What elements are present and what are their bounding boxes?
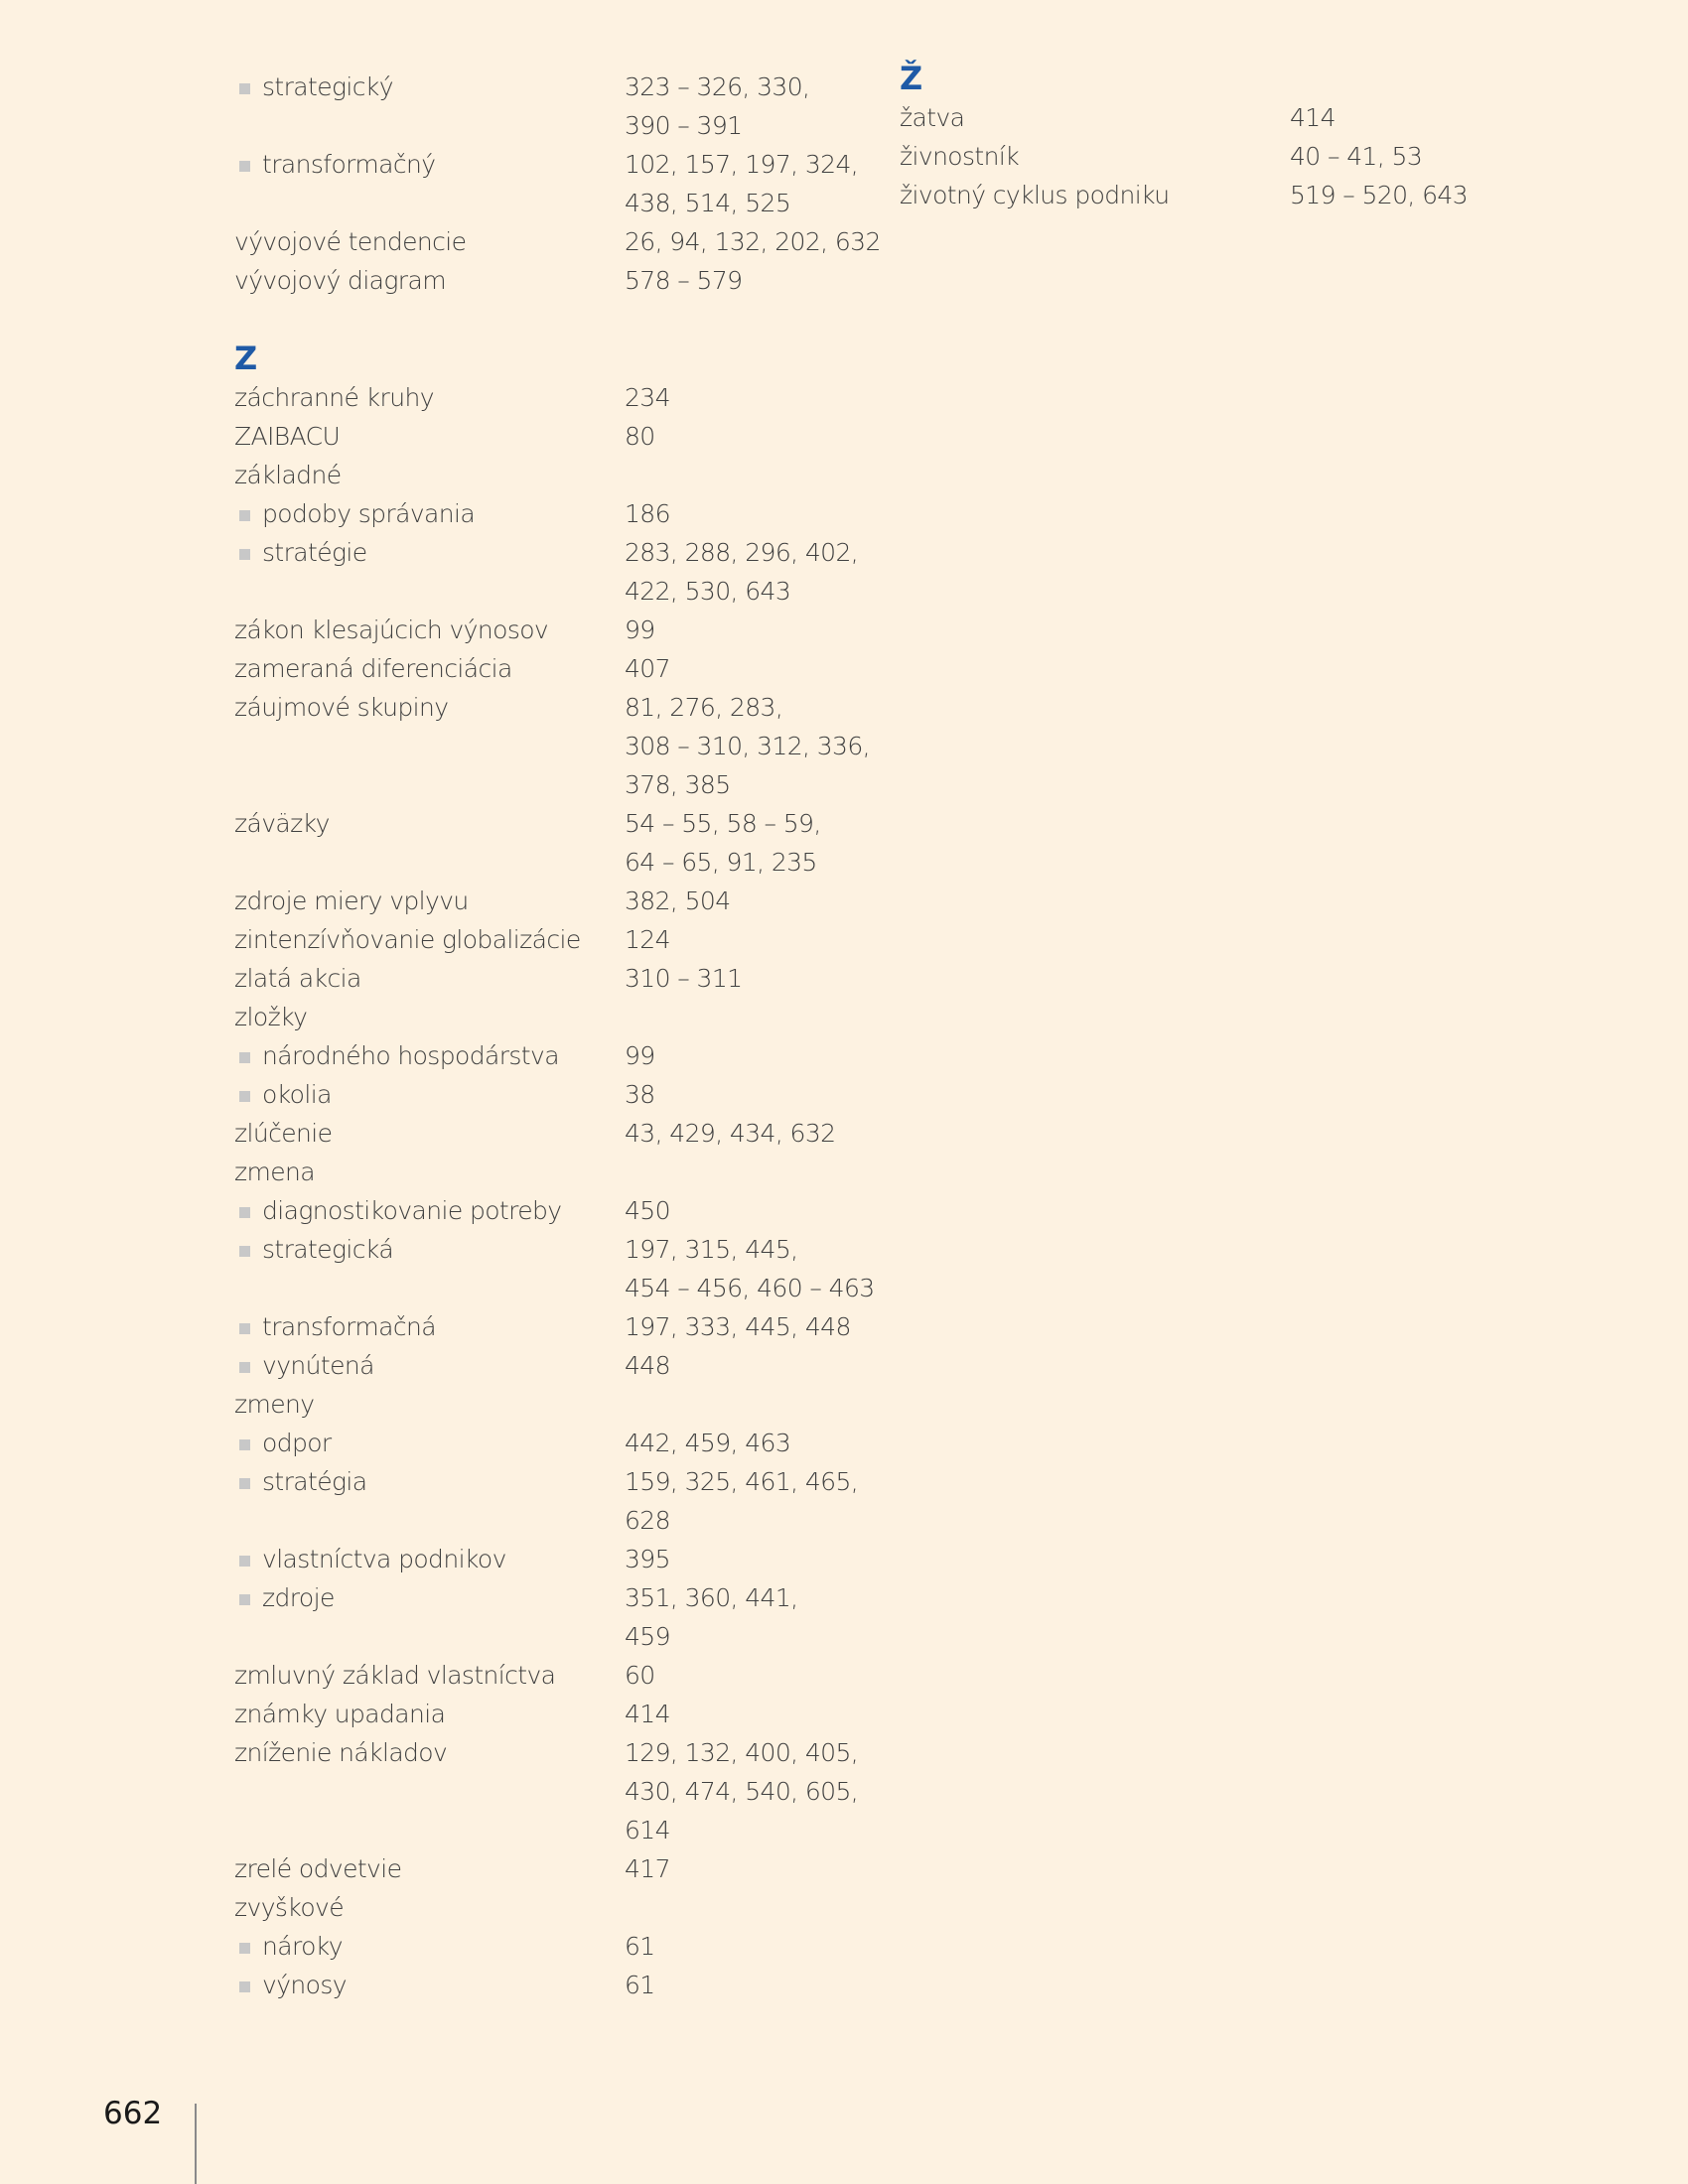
index-term-text: transformačný — [262, 150, 436, 179]
index-subentry — [234, 1191, 890, 1230]
index-term — [234, 1540, 625, 1578]
index-page-refs — [625, 378, 883, 417]
letter-heading-zh: Ž — [900, 60, 923, 97]
index-page-refs — [625, 1307, 883, 1346]
page-ref-line: 448 — [625, 1351, 670, 1380]
page-ref-line: 64 – 65, 91, 235 — [625, 848, 817, 877]
index-term-text: živnostník — [900, 142, 1020, 171]
page-ref-line: 382, 504 — [625, 887, 731, 915]
index-term-text: žatva — [900, 103, 965, 132]
index-term-text: transformačná — [262, 1312, 436, 1341]
index-page-refs — [625, 1346, 883, 1385]
index-subentry — [234, 494, 890, 533]
index-page-refs — [625, 1462, 883, 1540]
index-page-refs — [625, 494, 883, 533]
page-number: 662 — [103, 2096, 163, 2131]
square-bullet-icon — [239, 1594, 250, 1605]
index-term — [234, 1191, 625, 1230]
index-term-text: zlúčenie — [234, 1119, 333, 1148]
index-term-text: záujmové skupiny — [234, 693, 449, 722]
page-ref-line: 54 – 55, 58 – 59, — [625, 809, 821, 838]
square-bullet-icon — [239, 1478, 250, 1489]
index-subentry — [234, 68, 890, 145]
page-ref-line: 283, 288, 296, 402, — [625, 538, 859, 567]
page-ref-line: 450 — [625, 1196, 670, 1225]
index-page-refs — [625, 611, 883, 649]
index-term — [234, 68, 625, 106]
index-entry — [234, 998, 890, 1036]
index-entries-v-continued — [234, 68, 890, 300]
square-bullet-icon — [239, 1943, 250, 1954]
index-term-text: zintenzívňovanie globalizácie — [234, 925, 581, 954]
page-ref-line: 197, 315, 445, — [625, 1235, 798, 1264]
index-entry — [234, 920, 890, 959]
index-term — [234, 998, 625, 1036]
index-subentry — [234, 1424, 890, 1462]
page-ref-line: 197, 333, 445, 448 — [625, 1312, 851, 1341]
index-entries-z — [234, 378, 890, 2004]
index-page-refs — [625, 1540, 883, 1578]
index-term-text: stratégie — [262, 538, 367, 567]
index-entry — [234, 456, 890, 494]
square-bullet-icon — [239, 1207, 250, 1218]
square-bullet-icon — [239, 1556, 250, 1567]
page-ref-line: 38 — [625, 1080, 655, 1109]
index-term — [234, 1346, 625, 1385]
index-entry — [234, 417, 890, 456]
index-term — [234, 378, 625, 417]
square-bullet-icon — [239, 1362, 250, 1373]
index-term-text: záchranné kruhy — [234, 383, 434, 412]
index-entry — [234, 882, 890, 920]
index-term — [234, 261, 625, 300]
index-term-text: výnosy — [262, 1971, 347, 1999]
index-entry — [234, 959, 890, 998]
index-term — [234, 1849, 625, 1888]
page-ref-line: 310 – 311 — [625, 964, 743, 993]
index-term-text: strategický — [262, 72, 393, 101]
index-term — [234, 804, 625, 843]
index-term-text: zmeny — [234, 1390, 315, 1419]
page-ref-line: 323 – 326, 330, — [625, 72, 810, 101]
index-entry — [234, 1153, 890, 1191]
index-subentry — [234, 1966, 890, 2004]
page-ref-line: 99 — [625, 615, 655, 644]
index-term — [234, 145, 625, 184]
index-term — [234, 882, 625, 920]
index-term-text: zložky — [234, 1003, 308, 1031]
page-ref-line: 61 — [625, 1932, 655, 1961]
index-entry — [234, 1849, 890, 1888]
index-page-refs — [625, 1114, 883, 1153]
page-ref-line: 129, 132, 400, 405, — [625, 1738, 859, 1767]
index-term — [234, 456, 625, 494]
index-term — [234, 920, 625, 959]
index-entry — [234, 649, 890, 688]
page-ref-line: 378, 385 — [625, 770, 731, 799]
index-term — [234, 959, 625, 998]
index-entry — [234, 804, 890, 882]
index-subentry — [234, 1036, 890, 1075]
index-term — [234, 1888, 625, 1927]
square-bullet-icon — [239, 1439, 250, 1450]
index-page-refs — [625, 1966, 883, 2004]
index-term — [900, 98, 1290, 137]
page-ref-line: 80 — [625, 422, 655, 451]
index-term-text: zlatá akcia — [234, 964, 361, 993]
index-term-text: základné — [234, 461, 342, 489]
index-term — [234, 533, 625, 572]
index-entry — [234, 1385, 890, 1424]
index-term-text: zameraná diferenciácia — [234, 654, 512, 683]
index-term — [234, 1385, 625, 1424]
index-page-refs — [1290, 137, 1548, 176]
index-term-text: vlastníctva podnikov — [262, 1545, 506, 1573]
square-bullet-icon — [239, 1052, 250, 1063]
page-ref-line: 422, 530, 643 — [625, 577, 791, 606]
index-term-text: nároky — [262, 1932, 343, 1961]
index-page-refs — [625, 649, 883, 688]
square-bullet-icon — [239, 1981, 250, 1992]
index-page-refs — [625, 1656, 883, 1695]
index-entry — [234, 1695, 890, 1733]
page-ref-line: 99 — [625, 1041, 655, 1070]
index-entry — [234, 222, 890, 261]
index-term — [234, 611, 625, 649]
index-page-refs — [625, 688, 883, 804]
index-entry — [900, 176, 1555, 214]
square-bullet-icon — [239, 510, 250, 521]
index-term — [234, 1927, 625, 1966]
letter-heading-z: Z — [234, 340, 258, 377]
index-term — [234, 494, 625, 533]
index-entry — [234, 1733, 890, 1849]
index-page-refs — [625, 959, 883, 998]
index-page-refs — [625, 1849, 883, 1888]
page-ref-line: 519 – 520, 643 — [1290, 181, 1469, 209]
index-entry — [234, 1656, 890, 1695]
index-term-text: strategická — [262, 1235, 394, 1264]
index-page-refs — [625, 222, 883, 261]
index-term — [234, 1230, 625, 1269]
page-ref-line: 102, 157, 197, 324, — [625, 150, 859, 179]
index-term-text: životný cyklus podniku — [900, 181, 1170, 209]
page-ref-line: 61 — [625, 1971, 655, 1999]
square-bullet-icon — [239, 1091, 250, 1102]
index-term-text: národného hospodárstva — [262, 1041, 559, 1070]
index-subentry — [234, 1540, 890, 1578]
index-term — [234, 1966, 625, 2004]
page-ref-line: 442, 459, 463 — [625, 1429, 791, 1457]
index-subentry — [234, 533, 890, 611]
index-page-refs — [1290, 176, 1548, 214]
index-column-right — [900, 60, 1555, 214]
index-term — [234, 1695, 625, 1733]
page-ref-line: 430, 474, 540, 605, — [625, 1777, 859, 1806]
page-ref-line: 124 — [625, 925, 670, 954]
page-ref-line: 351, 360, 441, — [625, 1583, 798, 1612]
index-page-refs — [625, 1733, 883, 1849]
page-ref-line: 234 — [625, 383, 670, 412]
index-term-text: vynútená — [262, 1351, 374, 1380]
index-subentry — [234, 1462, 890, 1540]
index-page-refs — [625, 1191, 883, 1230]
page-ref-line: 81, 276, 283, — [625, 693, 783, 722]
index-term-text: odpor — [262, 1429, 332, 1457]
square-bullet-icon — [239, 83, 250, 94]
index-term — [234, 417, 625, 456]
index-subentry — [234, 1307, 890, 1346]
page-ref-line: 186 — [625, 499, 670, 528]
index-entry — [234, 378, 890, 417]
index-page-refs — [625, 261, 883, 300]
index-page-refs — [625, 1036, 883, 1075]
index-term-text: diagnostikovanie potreby — [262, 1196, 562, 1225]
square-bullet-icon — [239, 1246, 250, 1257]
index-term-text: známky upadania — [234, 1700, 446, 1728]
index-page-refs — [625, 804, 883, 882]
index-subentry — [234, 1075, 890, 1114]
page-ref-line: 390 – 391 — [625, 111, 743, 140]
index-term — [234, 649, 625, 688]
page-ref-line: 614 — [625, 1816, 670, 1844]
index-entries-zh — [900, 98, 1555, 214]
page-ref-line: 159, 325, 461, 465, — [625, 1467, 859, 1496]
index-term — [234, 1424, 625, 1462]
index-term — [234, 1462, 625, 1501]
index-term-text: zdroje — [262, 1583, 335, 1612]
index-page-refs — [625, 1075, 883, 1114]
page-footer — [0, 2085, 298, 2184]
index-term-text: zrelé odvetvie — [234, 1854, 402, 1883]
index-column-left — [234, 68, 890, 2004]
index-page-refs — [625, 417, 883, 456]
index-term — [234, 1036, 625, 1075]
index-term-text: vývojové tendencie — [234, 227, 467, 256]
index-term — [234, 1733, 625, 1772]
index-page-refs — [625, 1578, 883, 1656]
index-entry — [900, 98, 1555, 137]
index-page-refs — [625, 68, 883, 145]
index-term-text: zmluvný základ vlastníctva — [234, 1661, 556, 1690]
page-ref-line: 578 – 579 — [625, 266, 743, 295]
index-subentry — [234, 145, 890, 222]
page-ref-line: 438, 514, 525 — [625, 189, 791, 217]
index-term — [234, 1153, 625, 1191]
page-ref-line: 60 — [625, 1661, 655, 1690]
index-entry — [234, 1888, 890, 1927]
index-term-text: zdroje miery vplyvu — [234, 887, 469, 915]
index-page-refs — [625, 1927, 883, 1966]
square-bullet-icon — [239, 161, 250, 172]
square-bullet-icon — [239, 549, 250, 560]
index-term-text: zníženie nákladov — [234, 1738, 448, 1767]
index-term-text: zákon klesajúcich výnosov — [234, 615, 549, 644]
index-term-text: záväzky — [234, 809, 330, 838]
index-page-refs — [1290, 98, 1548, 137]
index-term — [900, 176, 1290, 214]
index-subentry — [234, 1346, 890, 1385]
index-term — [900, 137, 1290, 176]
index-term-text: podoby správania — [262, 499, 476, 528]
index-subentry — [234, 1230, 890, 1307]
page-ref-line: 628 — [625, 1506, 670, 1535]
index-term — [234, 1307, 625, 1346]
index-entry — [234, 688, 890, 804]
index-term — [234, 1656, 625, 1695]
page-ref-line: 395 — [625, 1545, 670, 1573]
index-term — [234, 1075, 625, 1114]
page-ref-line: 407 — [625, 654, 670, 683]
page-ref-line: 414 — [1290, 103, 1336, 132]
index-term-text: okolia — [262, 1080, 332, 1109]
index-entry — [900, 137, 1555, 176]
index-term-text: ZAIBACU — [234, 422, 341, 451]
index-subentry — [234, 1578, 890, 1656]
index-entry — [234, 611, 890, 649]
page-ref-line: 459 — [625, 1622, 670, 1651]
index-page-refs — [625, 1424, 883, 1462]
index-term-text: zmena — [234, 1158, 316, 1186]
index-entry — [234, 261, 890, 300]
page-ref-line: 26, 94, 132, 202, 632 — [625, 227, 881, 256]
page-ref-line: 40 – 41, 53 — [1290, 142, 1423, 171]
index-subentry — [234, 1927, 890, 1966]
page-ref-line: 43, 429, 434, 632 — [625, 1119, 836, 1148]
index-entry — [234, 1114, 890, 1153]
index-page-refs — [625, 533, 883, 611]
index-term — [234, 1114, 625, 1153]
square-bullet-icon — [239, 1323, 250, 1334]
index-term — [234, 222, 625, 261]
index-term-text: stratégia — [262, 1467, 367, 1496]
index-term — [234, 688, 625, 727]
index-page-refs — [625, 145, 883, 222]
index-page-refs — [625, 1230, 883, 1307]
index-term-text: zvyškové — [234, 1893, 344, 1922]
index-page-refs — [625, 882, 883, 920]
index-term — [234, 1578, 625, 1617]
page-ref-line: 454 – 456, 460 – 463 — [625, 1274, 875, 1302]
index-page-refs — [625, 1695, 883, 1733]
index-term-text: vývojový diagram — [234, 266, 446, 295]
index-page-refs — [625, 920, 883, 959]
page-ref-line: 308 – 310, 312, 336, — [625, 732, 870, 760]
footer-divider — [195, 2104, 197, 2184]
page-ref-line: 417 — [625, 1854, 670, 1883]
page-ref-line: 414 — [625, 1700, 670, 1728]
